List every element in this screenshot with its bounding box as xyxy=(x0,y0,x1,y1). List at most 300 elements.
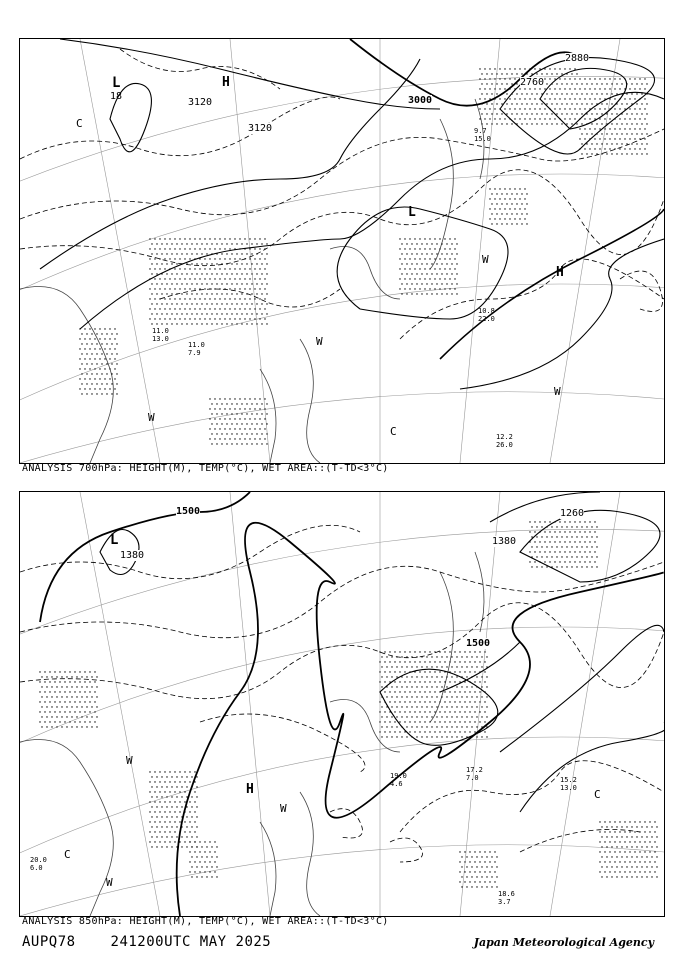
wet-area-dot xyxy=(584,561,585,562)
wet-area-dot xyxy=(256,243,257,244)
wet-area-dot xyxy=(516,103,517,104)
wet-area-dot xyxy=(509,208,510,209)
wet-area-dot xyxy=(601,93,602,94)
wet-area-dot xyxy=(564,78,565,79)
temperature-center-warm: W xyxy=(106,876,113,889)
wet-area-dot xyxy=(414,278,415,279)
wet-area-dot xyxy=(196,836,197,837)
wet-area-dot xyxy=(116,383,117,384)
wet-area-dot xyxy=(259,408,260,409)
wet-area-dot xyxy=(56,676,57,677)
wet-area-dot xyxy=(94,358,95,359)
wet-area-dot xyxy=(634,128,635,129)
wet-area-dot xyxy=(641,153,642,154)
wet-area-dot xyxy=(264,258,265,259)
wet-area-dot xyxy=(66,716,67,717)
wet-area-dot xyxy=(444,681,445,682)
wet-area-dot xyxy=(266,283,267,284)
wet-area-dot xyxy=(176,796,177,797)
wet-area-dot xyxy=(106,343,107,344)
wet-area-dot xyxy=(91,373,92,374)
wet-area-dot xyxy=(156,303,157,304)
wet-area-dot xyxy=(451,726,452,727)
wet-area-dot xyxy=(474,861,475,862)
wet-area-dot xyxy=(481,736,482,737)
height-contours-700 xyxy=(40,39,664,389)
wet-area-dot xyxy=(239,258,240,259)
wet-area-dot xyxy=(624,871,625,872)
wet-area-dot xyxy=(164,318,165,319)
wet-area-dot xyxy=(96,383,97,384)
wet-area-dot xyxy=(636,846,637,847)
wet-area-dot xyxy=(176,826,177,827)
wet-area-dot xyxy=(639,108,640,109)
wet-area-dot xyxy=(641,866,642,867)
wet-area-dot xyxy=(561,526,562,527)
wet-area-dot xyxy=(491,93,492,94)
wet-area-dot xyxy=(176,806,177,807)
wet-area-dot xyxy=(229,248,230,249)
wet-area-dot xyxy=(254,248,255,249)
wet-area-dot xyxy=(184,821,185,822)
wet-area-dot xyxy=(209,398,210,399)
wet-area-dot xyxy=(194,298,195,299)
wet-area-dot xyxy=(584,551,585,552)
wet-area-dot xyxy=(201,846,202,847)
wet-area-dot xyxy=(434,711,435,712)
wet-area-dot xyxy=(421,243,422,244)
wet-area-dot xyxy=(439,661,440,662)
wet-area-dot xyxy=(184,318,185,319)
wet-area-dot xyxy=(79,671,80,672)
wet-area-dot xyxy=(226,413,227,414)
wet-area-dot xyxy=(436,716,437,717)
wet-area-dot xyxy=(576,526,577,527)
wet-area-dot xyxy=(176,313,177,314)
wet-area-dot xyxy=(489,88,490,89)
wet-area-dot xyxy=(496,103,497,104)
wet-area-dot xyxy=(461,876,462,877)
wet-area-dot xyxy=(61,686,62,687)
wet-area-dot xyxy=(409,258,410,259)
wet-area-dot xyxy=(544,561,545,562)
wet-area-dot xyxy=(409,238,410,239)
agency-credit: Japan Meteorological Agency xyxy=(473,936,654,949)
wet-area-dot xyxy=(79,378,80,379)
wet-area-dot xyxy=(504,88,505,89)
wet-area-dot xyxy=(434,268,435,269)
wet-area-dot xyxy=(621,876,622,877)
wet-area-dot xyxy=(164,298,165,299)
wet-area-dot xyxy=(94,711,95,712)
wet-area-dot xyxy=(89,711,90,712)
wet-area-dot xyxy=(64,671,65,672)
wet-area-dot xyxy=(554,541,555,542)
coastline-850 xyxy=(20,552,484,916)
wet-area-dot xyxy=(171,826,172,827)
wet-area-dot xyxy=(51,676,52,677)
wet-area-dot xyxy=(581,133,582,134)
wet-area-dot xyxy=(81,716,82,717)
wet-area-dot xyxy=(424,248,425,249)
wet-area-dot xyxy=(209,238,210,239)
wet-area-dot xyxy=(486,656,487,657)
wet-area-dot xyxy=(414,268,415,269)
wet-area-dot xyxy=(611,846,612,847)
wet-area-dot xyxy=(79,348,80,349)
wet-area-dot xyxy=(431,666,432,667)
wet-area-dot xyxy=(51,706,52,707)
wet-area-dot xyxy=(84,368,85,369)
wet-area-dot xyxy=(609,831,610,832)
wet-area-dot xyxy=(249,398,250,399)
wet-area-dot xyxy=(221,283,222,284)
wet-area-dot xyxy=(614,861,615,862)
wet-area-dot xyxy=(394,681,395,682)
wet-area-dot xyxy=(479,711,480,712)
wet-area-dot xyxy=(579,561,580,562)
wet-area-dot xyxy=(96,676,97,677)
wet-area-dot xyxy=(424,721,425,722)
wet-area-dot xyxy=(559,531,560,532)
wet-area-dot xyxy=(171,293,172,294)
wet-area-dot xyxy=(606,826,607,827)
wet-area-dot xyxy=(211,303,212,304)
wet-area-dot xyxy=(111,353,112,354)
wet-area-dot xyxy=(256,313,257,314)
wet-area-dot xyxy=(556,73,557,74)
wet-area-dot xyxy=(574,88,575,89)
wet-area-dot xyxy=(406,243,407,244)
wet-area-dot xyxy=(169,238,170,239)
wet-area-dot xyxy=(451,666,452,667)
wet-area-dot xyxy=(566,103,567,104)
wet-area-dot xyxy=(599,841,600,842)
wet-area-dot xyxy=(646,153,647,154)
wet-area-dot xyxy=(104,388,105,389)
wet-area-dot xyxy=(216,403,217,404)
wet-area-dot xyxy=(619,831,620,832)
wet-area-dot xyxy=(509,198,510,199)
wet-area-dot xyxy=(149,771,150,772)
temperature-center-warm: W xyxy=(148,411,155,424)
wet-area-dot xyxy=(426,726,427,727)
wet-area-dot xyxy=(249,278,250,279)
wet-area-dot xyxy=(96,343,97,344)
wet-area-dot xyxy=(594,531,595,532)
wet-area-dot xyxy=(206,856,207,857)
wet-area-dot xyxy=(619,148,620,149)
wet-area-dot xyxy=(441,253,442,254)
wet-area-dot xyxy=(174,811,175,812)
wet-area-dot xyxy=(469,701,470,702)
wet-area-dot xyxy=(41,686,42,687)
wet-area-dot xyxy=(489,78,490,79)
wet-area-dot xyxy=(446,686,447,687)
wet-area-dot xyxy=(151,293,152,294)
wet-area-dot xyxy=(426,283,427,284)
wet-area-dot xyxy=(474,671,475,672)
wet-area-dot xyxy=(521,113,522,114)
wet-area-dot xyxy=(199,871,200,872)
wet-area-dot xyxy=(651,826,652,827)
wet-area-dot xyxy=(261,263,262,264)
wet-area-dot xyxy=(481,73,482,74)
wet-area-dot xyxy=(166,826,167,827)
wet-area-dot xyxy=(401,696,402,697)
wet-area-dot xyxy=(429,288,430,289)
wet-area-dot xyxy=(381,656,382,657)
wet-area-dot xyxy=(606,133,607,134)
wet-area-dot xyxy=(216,443,217,444)
wet-area-dot xyxy=(91,696,92,697)
wet-area-dot xyxy=(46,686,47,687)
wet-area-dot xyxy=(491,113,492,114)
wet-area-dot xyxy=(86,676,87,677)
wet-area-dot xyxy=(526,223,527,224)
wet-area-dot xyxy=(509,188,510,189)
wet-area-dot xyxy=(216,433,217,434)
wet-area-dot xyxy=(261,273,262,274)
wet-area-dot xyxy=(94,701,95,702)
wet-area-dot xyxy=(56,696,57,697)
wet-area-dot xyxy=(264,418,265,419)
wet-area-dot xyxy=(579,551,580,552)
wet-area-dot xyxy=(109,358,110,359)
wet-area-dot xyxy=(471,666,472,667)
wet-area-dot xyxy=(629,118,630,119)
wet-area-dot xyxy=(501,83,502,84)
wet-area-dot xyxy=(559,551,560,552)
wet-area-dot xyxy=(234,278,235,279)
wet-area-dot xyxy=(244,268,245,269)
wet-area-dot xyxy=(459,881,460,882)
wet-area-dot xyxy=(461,866,462,867)
wet-area-dot xyxy=(564,88,565,89)
wet-area-dot xyxy=(216,423,217,424)
wet-area-dot xyxy=(614,821,615,822)
wet-area-dot xyxy=(254,408,255,409)
wet-area-dot xyxy=(76,676,77,677)
wet-area-dot xyxy=(401,273,402,274)
wet-area-dot xyxy=(391,676,392,677)
wet-area-dot xyxy=(189,248,190,249)
wet-area-dot xyxy=(199,278,200,279)
wet-area-dot xyxy=(559,78,560,79)
wet-area-dot xyxy=(86,696,87,697)
wet-area-dot xyxy=(576,556,577,557)
wet-area-dot xyxy=(564,108,565,109)
wet-area-dot xyxy=(419,278,420,279)
wet-area-dot xyxy=(416,726,417,727)
wet-area-dot xyxy=(264,308,265,309)
wet-area-dot xyxy=(116,373,117,374)
wet-area-dot xyxy=(484,68,485,69)
wet-area-dot xyxy=(164,288,165,289)
wet-area-dot xyxy=(251,253,252,254)
wet-area-dot xyxy=(399,258,400,259)
wet-area-dot xyxy=(224,268,225,269)
wet-area-dot xyxy=(464,661,465,662)
wet-area-dot xyxy=(441,736,442,737)
wet-area-dot xyxy=(251,443,252,444)
wet-area-dot xyxy=(46,726,47,727)
wet-area-dot xyxy=(451,656,452,657)
wet-area-dot xyxy=(591,566,592,567)
wet-area-dot xyxy=(196,866,197,867)
wet-area-dot xyxy=(264,438,265,439)
wet-area-dot xyxy=(184,298,185,299)
wet-area-dot xyxy=(484,681,485,682)
wet-area-dot xyxy=(616,153,617,154)
wet-area-dot xyxy=(234,308,235,309)
wet-area-dot xyxy=(96,373,97,374)
wet-area-dot xyxy=(154,811,155,812)
wet-area-dot xyxy=(399,701,400,702)
wet-area-dot xyxy=(411,696,412,697)
wet-area-dot xyxy=(649,871,650,872)
wet-area-dot xyxy=(531,93,532,94)
wet-area-dot xyxy=(91,343,92,344)
wet-area-dot xyxy=(159,841,160,842)
wet-area-dot xyxy=(621,826,622,827)
wet-area-dot xyxy=(456,676,457,677)
wet-area-dot xyxy=(636,876,637,877)
wet-area-dot xyxy=(511,73,512,74)
wet-area-dot xyxy=(201,243,202,244)
wet-area-dot xyxy=(391,736,392,737)
wet-area-dot xyxy=(54,721,55,722)
wet-area-dot xyxy=(609,88,610,89)
wet-area-dot xyxy=(516,193,517,194)
wet-area-dot xyxy=(254,258,255,259)
wet-area-dot xyxy=(154,258,155,259)
wet-area-dot xyxy=(611,826,612,827)
wet-area-dot xyxy=(169,781,170,782)
wet-area-dot xyxy=(431,253,432,254)
wet-area-dot xyxy=(414,711,415,712)
wet-area-dot xyxy=(606,83,607,84)
wet-area-dot xyxy=(439,248,440,249)
wet-area-dot xyxy=(404,268,405,269)
wet-area-dot xyxy=(224,398,225,399)
wet-area-dot xyxy=(154,268,155,269)
wet-area-dot xyxy=(646,113,647,114)
wet-area-dot xyxy=(444,721,445,722)
wet-area-dot xyxy=(169,811,170,812)
wet-area-dot xyxy=(611,123,612,124)
wet-area-dot xyxy=(184,841,185,842)
wet-area-dot xyxy=(71,676,72,677)
wet-area-dot xyxy=(441,656,442,657)
wet-area-dot xyxy=(644,128,645,129)
wet-area-dot xyxy=(606,856,607,857)
station-temp: 11.0 xyxy=(152,327,169,335)
wet-area-dot xyxy=(214,318,215,319)
wet-area-dot xyxy=(204,298,205,299)
wet-area-dot xyxy=(179,821,180,822)
wet-area-dot xyxy=(631,866,632,867)
wet-area-dot xyxy=(184,278,185,279)
wet-area-dot xyxy=(449,711,450,712)
wet-area-dot xyxy=(579,531,580,532)
wet-area-dot xyxy=(551,93,552,94)
wet-area-dot xyxy=(486,876,487,877)
wet-area-dot xyxy=(546,93,547,94)
wet-area-dot xyxy=(446,283,447,284)
wet-area-dot xyxy=(211,846,212,847)
wet-area-dot xyxy=(246,413,247,414)
wet-area-dot xyxy=(494,881,495,882)
wet-area-dot xyxy=(106,383,107,384)
wet-area-dot xyxy=(244,288,245,289)
wet-area-dot xyxy=(399,661,400,662)
wet-area-dot xyxy=(229,238,230,239)
wet-area-dot xyxy=(186,836,187,837)
wet-area-dot xyxy=(209,438,210,439)
wet-area-dot xyxy=(249,418,250,419)
wet-area-dot xyxy=(601,846,602,847)
wet-area-dot xyxy=(416,293,417,294)
wet-area-dot xyxy=(554,531,555,532)
wet-area-dot xyxy=(489,851,490,852)
wet-area-dot xyxy=(589,148,590,149)
wet-area-dot xyxy=(594,138,595,139)
wet-area-dot xyxy=(189,811,190,812)
wet-area-dot xyxy=(179,298,180,299)
wet-area-dot xyxy=(621,153,622,154)
wet-area-dot xyxy=(421,716,422,717)
station-plot xyxy=(478,307,495,323)
wet-area-dot xyxy=(259,268,260,269)
wet-area-dot xyxy=(149,248,150,249)
wet-area-dot xyxy=(111,373,112,374)
wet-area-dot xyxy=(106,363,107,364)
wet-area-dot xyxy=(486,103,487,104)
wet-area-dot xyxy=(496,213,497,214)
wet-area-dot xyxy=(239,278,240,279)
wet-area-dot xyxy=(639,821,640,822)
wet-area-dot xyxy=(479,651,480,652)
wet-area-dot xyxy=(419,731,420,732)
wet-area-dot xyxy=(209,841,210,842)
wet-area-dot xyxy=(549,531,550,532)
wet-area-dot xyxy=(409,731,410,732)
wet-area-dot xyxy=(196,293,197,294)
wet-area-dot xyxy=(416,666,417,667)
wet-area-dot xyxy=(499,208,500,209)
wet-area-dot xyxy=(106,373,107,374)
wet-area-dot xyxy=(599,821,600,822)
wet-area-dot xyxy=(116,353,117,354)
wet-area-dot xyxy=(444,268,445,269)
wet-area-dot xyxy=(51,716,52,717)
wet-area-dot xyxy=(224,278,225,279)
wet-area-dot xyxy=(84,378,85,379)
wet-area-dot xyxy=(639,88,640,89)
wet-area-dot xyxy=(181,806,182,807)
wet-area-dot xyxy=(216,283,217,284)
wet-area-dot xyxy=(489,861,490,862)
wet-area-dot xyxy=(424,268,425,269)
wet-area-dot xyxy=(579,521,580,522)
wet-area-dot xyxy=(511,123,512,124)
wet-area-dot xyxy=(266,243,267,244)
wet-area-dot xyxy=(426,656,427,657)
wet-area-dot xyxy=(389,701,390,702)
wet-area-dot xyxy=(196,876,197,877)
wet-area-dot xyxy=(249,428,250,429)
